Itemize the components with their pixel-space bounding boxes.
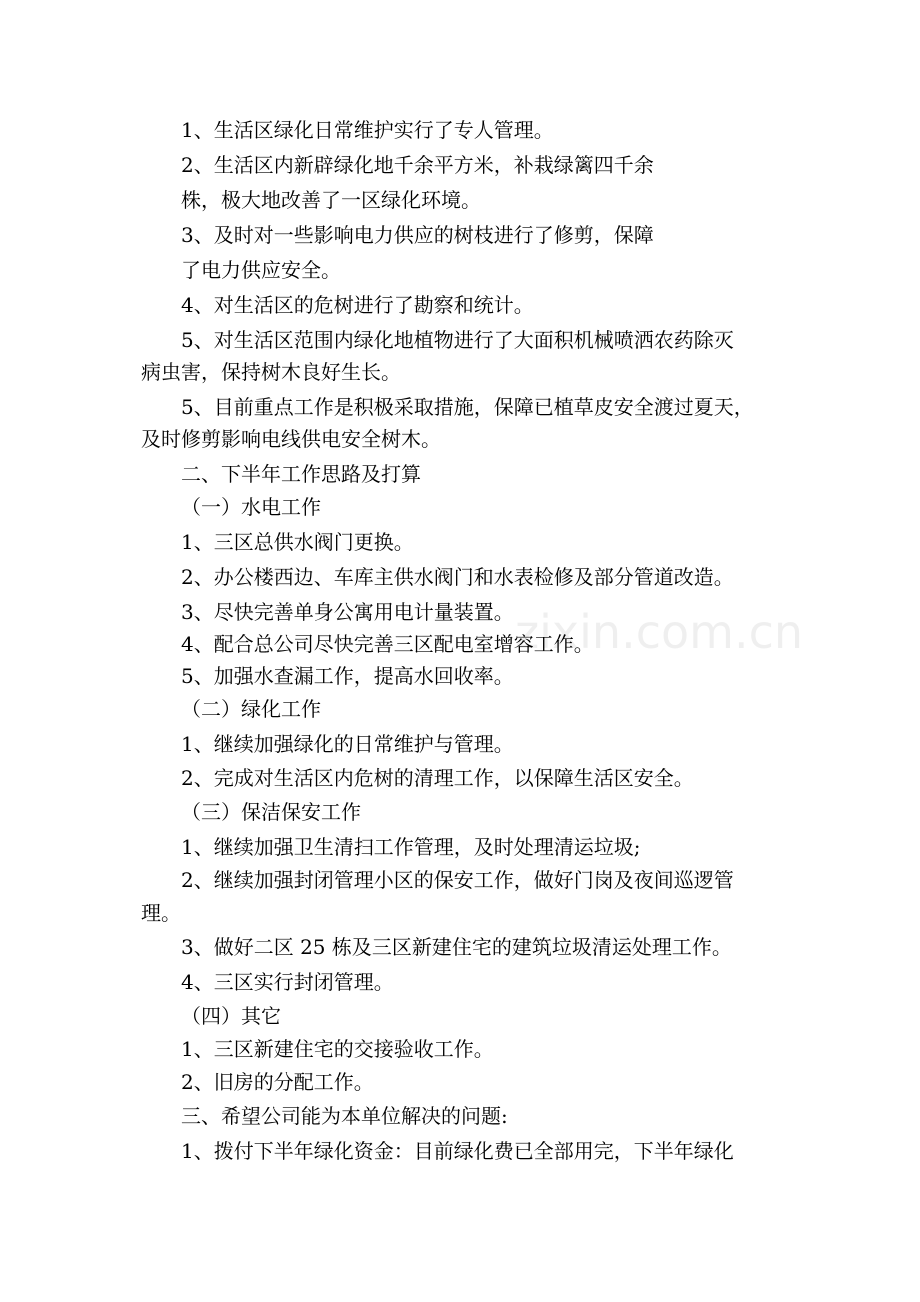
subsection-heading: （一）水电工作	[181, 495, 321, 519]
text-line: 1、三区新建住宅的交接验收工作。	[181, 1037, 494, 1061]
text-line: 2、完成对生活区内危树的清理工作，以保障生活区安全。	[181, 766, 694, 790]
text-line: 1、继续加强卫生清扫工作管理，及时处理清运垃圾;	[181, 835, 641, 859]
text-line: 3、做好二区 25 栋及三区新建住宅的建筑垃圾清运处理工作。	[181, 935, 732, 959]
text-line: 1、生活区绿化日常维护实行了专人管理。	[181, 118, 554, 142]
text-line: 3、尽快完善单身公寓用电计量装置。	[181, 600, 514, 624]
text-line: 4、三区实行封闭管理。	[181, 970, 394, 994]
section-heading: 二、下半年工作思路及打算	[181, 462, 421, 486]
text-line: 了电力供应安全。	[181, 258, 341, 282]
text-line: 5、目前重点工作是积极采取措施，保障已植草皮安全渡过夏天，	[181, 395, 754, 419]
text-line: 1、继续加强绿化的日常维护与管理。	[181, 732, 514, 756]
text-line: 及时修剪影响电线供电安全树木。	[141, 427, 441, 451]
subsection-heading: （三）保洁保安工作	[181, 800, 361, 824]
text-line: 病虫害，保持树木良好生长。	[141, 360, 401, 384]
text-line: 1、拨付下半年绿化资金：目前绿化费已全部用完，下半年绿化	[181, 1139, 734, 1163]
text-line: 4、配合总公司尽快完善三区配电室增容工作。	[181, 632, 594, 656]
text-line: 理。	[141, 901, 181, 925]
text-line: 5、加强水查漏工作，提高水回收率。	[181, 664, 514, 688]
section-heading: 三、希望公司能为本单位解决的问题:	[181, 1104, 508, 1128]
text-line: 4、对生活区的危树进行了勘察和统计。	[181, 293, 534, 317]
watermark: zixin.com.cn	[515, 605, 804, 659]
text-line: 株，极大地改善了一区绿化环境。	[181, 188, 481, 212]
text-line: 1、三区总供水阀门更换。	[181, 530, 414, 554]
text-line: 2、办公楼西边、车库主供水阀门和水表检修及部分管道改造。	[181, 565, 734, 589]
text-line: 5、对生活区范围内绿化地植物进行了大面积机械喷洒农药除灭	[181, 328, 734, 352]
text-line: 2、生活区内新辟绿化地千余平方米，补栽绿篱四千余	[181, 153, 654, 177]
subsection-heading: （二）绿化工作	[181, 697, 321, 721]
text-line: 2、继续加强封闭管理小区的保安工作，做好门岗及夜间巡逻管	[181, 868, 734, 892]
text-line: 3、及时对一些影响电力供应的树枝进行了修剪，保障	[181, 223, 654, 247]
text-line: 2、旧房的分配工作。	[181, 1070, 374, 1094]
subsection-heading: （四）其它	[181, 1004, 281, 1028]
